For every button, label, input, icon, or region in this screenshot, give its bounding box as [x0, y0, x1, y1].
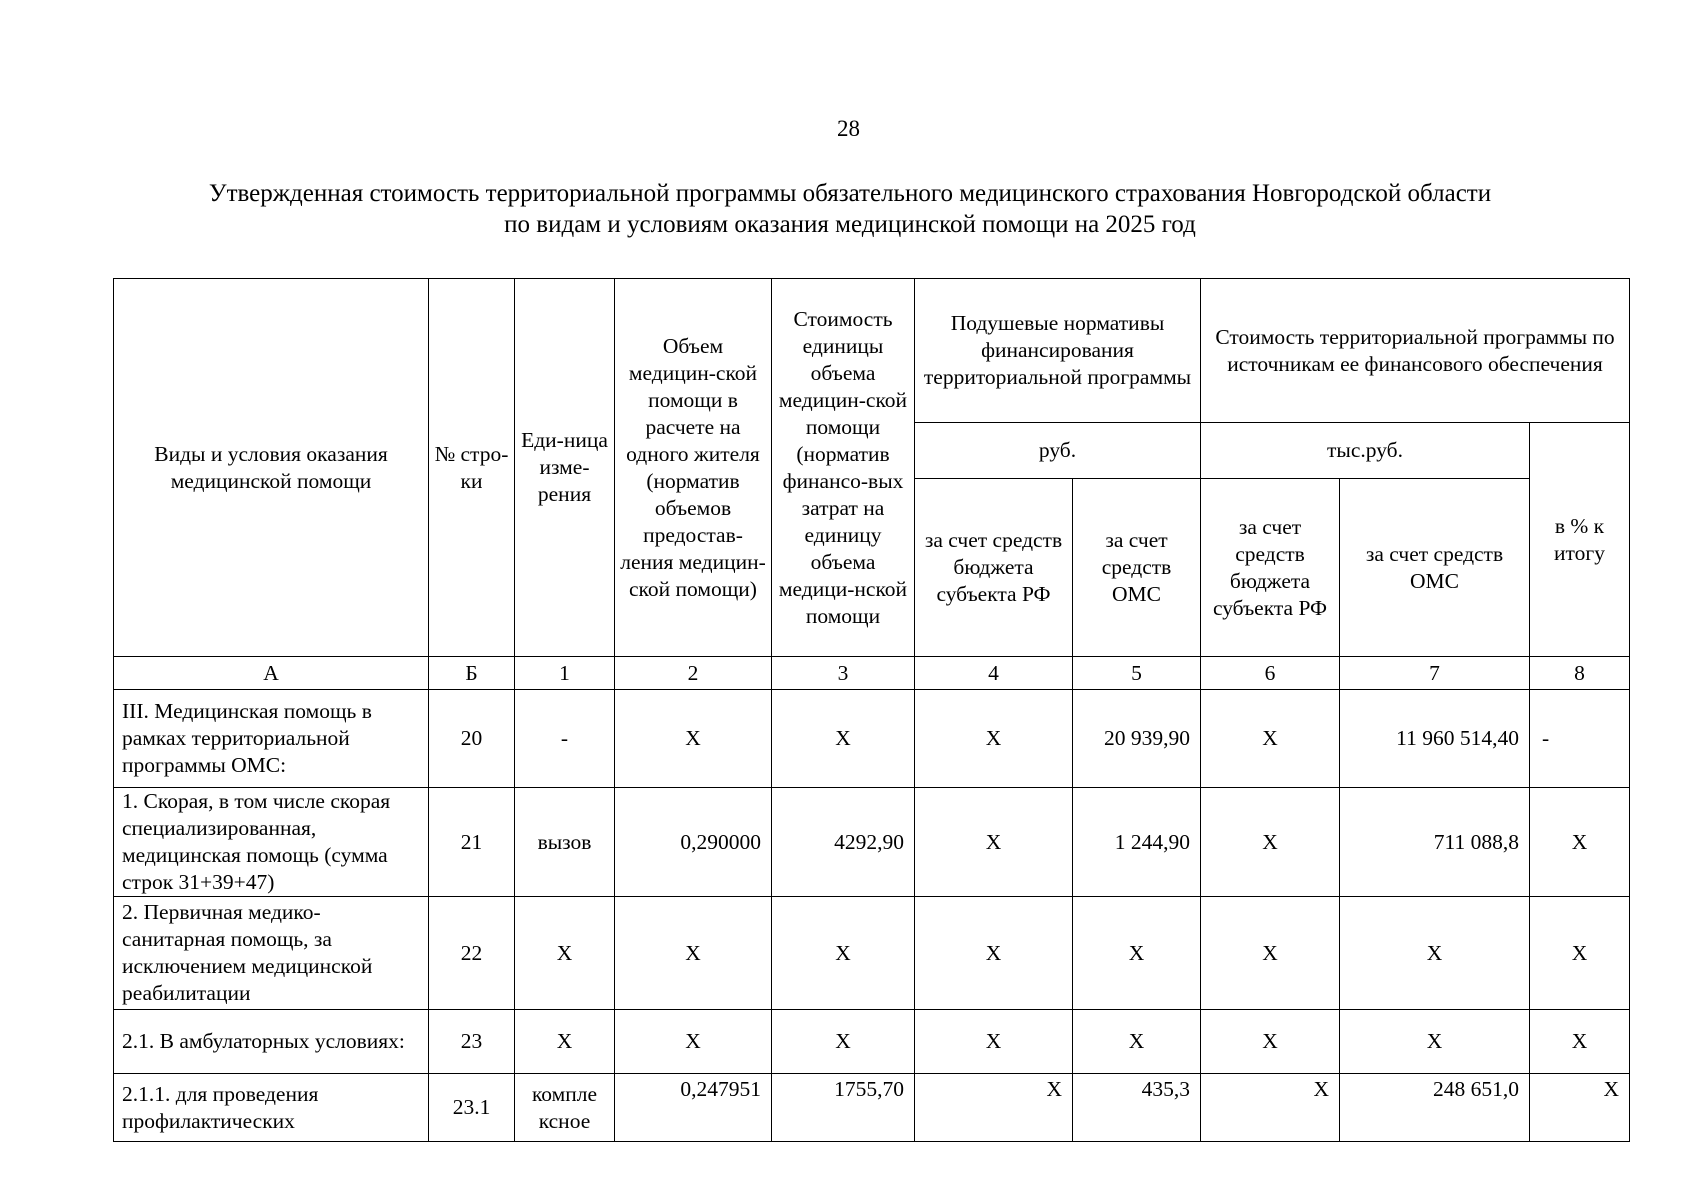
column-letter: 6 [1201, 657, 1340, 690]
row-unit-cost: Х [772, 690, 915, 788]
row-volume: Х [615, 1010, 772, 1074]
row-oms-thous: Х [1340, 1010, 1530, 1074]
row-unit: Х [515, 1010, 615, 1074]
row-budget-rub: Х [915, 897, 1073, 1010]
column-letter: 5 [1073, 657, 1201, 690]
row-oms-rub: Х [1073, 897, 1201, 1010]
column-letter: А [114, 657, 429, 690]
cost-table [113, 278, 1630, 1142]
row-budget-thous: Х [1201, 788, 1340, 897]
row-oms-thous: 11 960 514,40 [1340, 690, 1530, 788]
row-budget-rub: Х [915, 1010, 1073, 1074]
row-budget-rub: Х [915, 1074, 1073, 1142]
column-letter: Б [429, 657, 515, 690]
column-letter: 7 [1340, 657, 1530, 690]
column-letter: 3 [772, 657, 915, 690]
row-unit: вызов [515, 788, 615, 897]
row-budget-thous: Х [1201, 1010, 1340, 1074]
header-program-cost: Стоимость территориальной программы по источникам ее финансового обеспечения [1201, 279, 1630, 423]
row-unit: - [515, 690, 615, 788]
column-letter: 2 [615, 657, 772, 690]
header-per-capita: Подушевые нормативы финансирования территориальной программы [915, 279, 1201, 423]
table-row [114, 1074, 1630, 1142]
table-row [114, 1010, 1630, 1074]
header-volume: Объем медицин-ской помощи в расчете на одного жителя (норматив объемов предостав-ления медицин-ской помощи) [615, 279, 772, 657]
table-row [114, 897, 1630, 1010]
row-percent: - [1530, 690, 1630, 788]
row-name: 2.1.1. для проведения профилактических [114, 1074, 429, 1142]
row-oms-rub: 1 244,90 [1073, 788, 1201, 897]
row-oms-rub: 435,3 [1073, 1074, 1201, 1142]
title-line-1: Утвержденная стоимость территориальной программы обязательного медицинского страхования Новгородской области [208, 180, 1492, 207]
document-title [100, 178, 1600, 240]
header-unit-cost: Стоимость единицы объема медицин-ской помощи (норматив финансо-вых затрат на единицу объема медици-нской помощи [772, 279, 915, 657]
row-name: 2.1. В амбулаторных условиях: [114, 1010, 429, 1074]
row-unit-cost: Х [772, 897, 915, 1010]
table-row [114, 788, 1630, 897]
row-percent: Х [1530, 897, 1630, 1010]
row-budget-thous: Х [1201, 897, 1340, 1010]
page-number: 28 [837, 116, 860, 141]
row-percent: Х [1530, 788, 1630, 897]
row-name: 2. Первичная медико-санитарная помощь, за исключением медицинской реабилитации [114, 897, 429, 1010]
row-oms-rub: 20 939,90 [1073, 690, 1201, 788]
row-budget-rub: Х [915, 788, 1073, 897]
row-name: III. Медицинская помощь в рамках территориальной программы ОМС: [114, 690, 429, 788]
header-row-number: № стро-ки [429, 279, 515, 657]
row-volume: Х [615, 897, 772, 1010]
row-volume: 0,290000 [615, 788, 772, 897]
row-percent: Х [1530, 1074, 1630, 1142]
header-types: Виды и условия оказания медицинской помощи [114, 279, 429, 657]
row-oms-thous: 711 088,8 [1340, 788, 1530, 897]
row-volume: 0,247951 [615, 1074, 772, 1142]
column-letters-row [114, 657, 1630, 690]
header-budget-rub: за счет средств бюджета субъекта РФ [915, 479, 1073, 657]
header-percent: в % к итогу [1530, 423, 1630, 657]
header-oms-thous: за счет средств ОМС [1340, 479, 1530, 657]
row-unit-cost: Х [772, 1010, 915, 1074]
row-name: 1. Скорая, в том числе скорая специализированная, медицинская помощь (сумма строк 31+39+47) [114, 788, 429, 897]
table-row [114, 690, 1630, 788]
row-unit: компле ксное [515, 1074, 615, 1142]
header-thous-rub: тыс.руб. [1201, 423, 1530, 479]
header-unit: Еди-ница изме-рения [515, 279, 615, 657]
row-percent: Х [1530, 1010, 1630, 1074]
row-budget-rub: Х [915, 690, 1073, 788]
row-number: 21 [429, 788, 515, 897]
header-budget-thous: за счет средств бюджета субъекта РФ [1201, 479, 1340, 657]
row-number: 23.1 [429, 1074, 515, 1142]
row-oms-rub: Х [1073, 1010, 1201, 1074]
header-oms-rub: за счет средств ОМС [1073, 479, 1201, 657]
row-volume: Х [615, 690, 772, 788]
header-rub: руб. [915, 423, 1201, 479]
column-letter: 1 [515, 657, 615, 690]
column-letter: 4 [915, 657, 1073, 690]
row-budget-thous: Х [1201, 690, 1340, 788]
row-unit-cost: 1755,70 [772, 1074, 915, 1142]
title-line-2: по видам и условиям оказания медицинской помощи на 2025 год [504, 211, 1196, 238]
row-oms-thous: 248 651,0 [1340, 1074, 1530, 1142]
row-number: 23 [429, 1010, 515, 1074]
row-oms-thous: Х [1340, 897, 1530, 1010]
row-number: 22 [429, 897, 515, 1010]
row-number: 20 [429, 690, 515, 788]
column-letter: 8 [1530, 657, 1630, 690]
row-unit: Х [515, 897, 615, 1010]
row-budget-thous: Х [1201, 1074, 1340, 1142]
row-unit-cost: 4292,90 [772, 788, 915, 897]
